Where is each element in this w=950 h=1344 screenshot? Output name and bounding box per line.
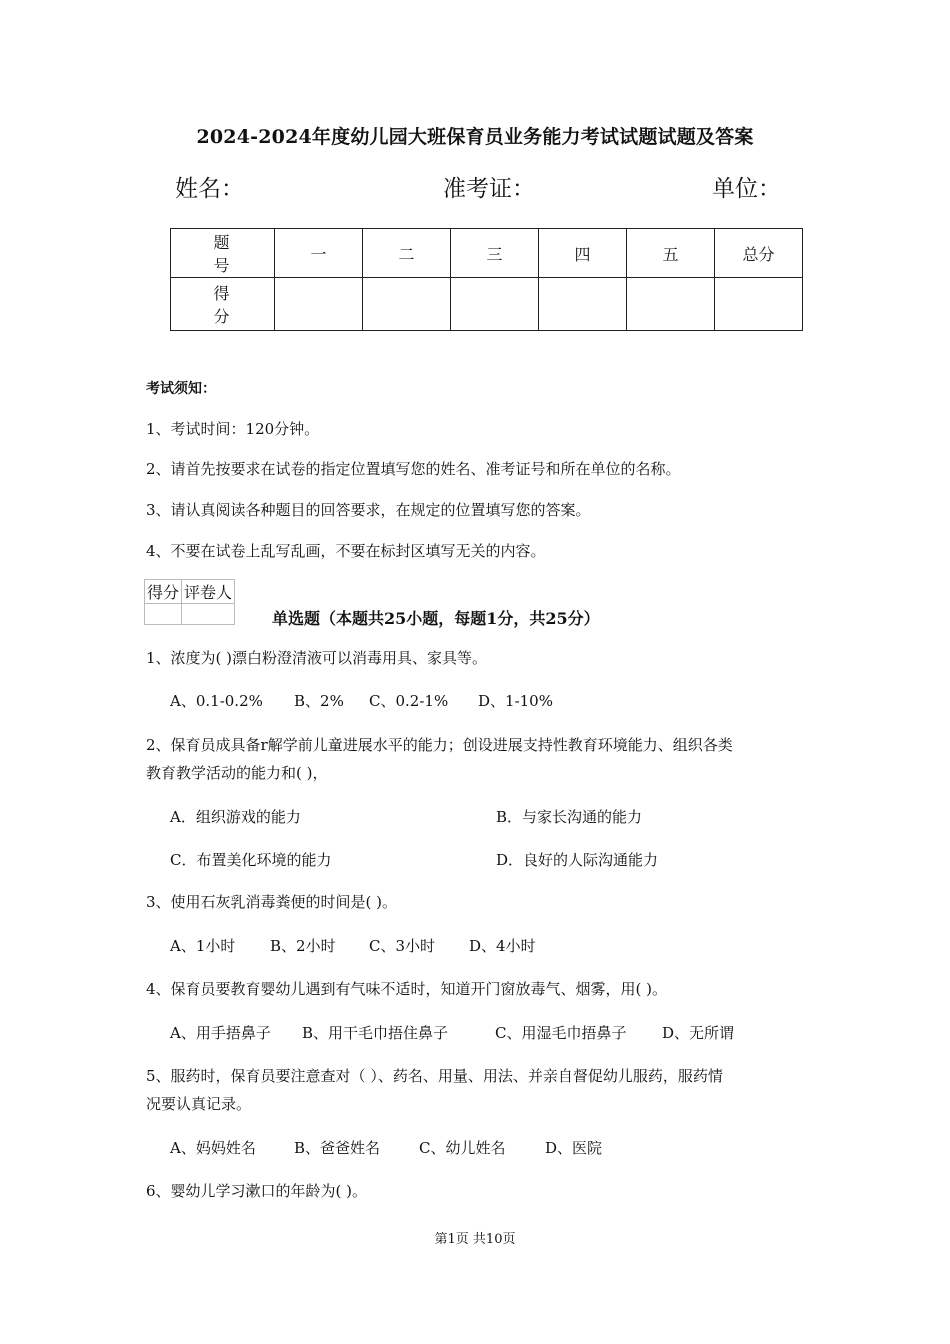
score-table-cell-1: 一 <box>275 229 363 278</box>
q3-option-a[interactable]: A、1小时 <box>170 937 236 955</box>
score-table-score-row <box>171 278 803 331</box>
unit-field-label: 单位： <box>712 176 781 202</box>
page-footer: 第1页 共10页 <box>434 1232 516 1247</box>
q1-option-c[interactable]: C、0.2-1% <box>369 692 449 710</box>
score-table-cell-label: 题 号 <box>171 229 275 278</box>
q2-option-d[interactable]: D．良好的人际沟通能力 <box>496 851 659 869</box>
q3-option-c[interactable]: C、3小时 <box>369 937 436 955</box>
score-input-total[interactable] <box>715 278 803 331</box>
question-stem-1: 1、浓度为( )漂白粉澄清液可以消毒用具、家具等。 <box>146 649 488 667</box>
q3-option-d[interactable]: D、4小时 <box>469 937 536 955</box>
question-stem-2: 2、保育员成具备r解学前儿童进展水平的能力；创设进展支持性教育环境能力、组织各类 <box>146 736 733 754</box>
grader-score-input[interactable] <box>145 604 182 625</box>
q1-option-b[interactable]: B、2% <box>294 692 344 710</box>
q3-option-b[interactable]: B、2小时 <box>270 937 336 955</box>
question-stem-5-cont: 况要认真记录。 <box>146 1095 252 1113</box>
score-input-5[interactable] <box>627 278 715 331</box>
q4-option-b[interactable]: B、用干毛巾捂住鼻子 <box>302 1024 449 1042</box>
notice-item: 3、请认真阅读各种题目的回答要求，在规定的位置填写您的答案。 <box>146 501 591 519</box>
q1-option-a[interactable]: A、0.1-0.2% <box>170 692 263 710</box>
q4-option-a[interactable]: A、用手捂鼻子 <box>170 1024 271 1042</box>
notice-heading: 考试须知： <box>146 381 216 397</box>
score-input-2[interactable] <box>363 278 451 331</box>
q2-option-a[interactable]: A．组织游戏的能力 <box>170 808 301 826</box>
score-table-cell-2: 二 <box>363 229 451 278</box>
grader-name-input[interactable] <box>182 604 235 625</box>
score-table-cell-3: 三 <box>451 229 539 278</box>
grader-score-label: 得分 <box>145 580 182 604</box>
name-field-label: 姓名： <box>175 176 244 202</box>
q5-option-c[interactable]: C、幼儿姓名 <box>419 1139 506 1157</box>
notice-item: 2、请首先按要求在试卷的指定位置填写您的姓名、准考证号和所在单位的名称。 <box>146 460 681 478</box>
score-table <box>170 228 803 331</box>
q5-option-b[interactable]: B、爸爸姓名 <box>294 1139 381 1157</box>
document-title: 2024-2024年度幼儿园大班保育员业务能力考试试题试题及答案 <box>196 126 754 148</box>
score-table-cell-4: 四 <box>539 229 627 278</box>
score-input-4[interactable] <box>539 278 627 331</box>
notice-item: 4、不要在试卷上乱写乱画，不要在标封区填写无关的内容。 <box>146 542 546 560</box>
q1-option-d[interactable]: D、1-10% <box>478 692 553 710</box>
question-stem-4: 4、保育员要教育婴幼儿遇到有气味不适时，知道开门窗放毒气、烟雾，用( )。 <box>146 980 668 998</box>
section-title: 单选题（本题共25小题，每题1分，共25分） <box>272 609 600 628</box>
q2-option-b[interactable]: B．与家长沟通的能力 <box>496 808 643 826</box>
question-stem-2-cont: 教育教学活动的能力和( )， <box>146 764 328 782</box>
score-input-3[interactable] <box>451 278 539 331</box>
grader-name-label: 评卷人 <box>182 580 235 604</box>
q2-option-c[interactable]: C．布置美化环境的能力 <box>170 851 332 869</box>
q4-option-d[interactable]: D、无所谓 <box>662 1024 735 1042</box>
score-table-cell-total: 总分 <box>715 229 803 278</box>
q4-option-c[interactable]: C、用湿毛巾捂鼻子 <box>495 1024 627 1042</box>
score-row-label: 得 分 <box>171 278 275 331</box>
q5-option-a[interactable]: A、妈妈姓名 <box>170 1139 256 1157</box>
score-table-header-row <box>171 229 803 278</box>
notice-item: 1、考试时间：120分钟。 <box>146 420 320 438</box>
exam-id-field-label: 准考证： <box>443 176 535 202</box>
question-stem-6: 6、婴幼儿学习漱口的年龄为( )。 <box>146 1182 368 1200</box>
score-input-1[interactable] <box>275 278 363 331</box>
grader-box <box>144 579 235 625</box>
score-table-cell-5: 五 <box>627 229 715 278</box>
question-stem-3: 3、使用石灰乳消毒粪便的时间是( )。 <box>146 893 398 911</box>
q5-option-d[interactable]: D、医院 <box>545 1139 603 1157</box>
question-stem-5: 5、服药时，保育员要注意查对（ ）、药名、用量、用法、并亲自督促幼儿服药，服药情 <box>146 1067 723 1085</box>
